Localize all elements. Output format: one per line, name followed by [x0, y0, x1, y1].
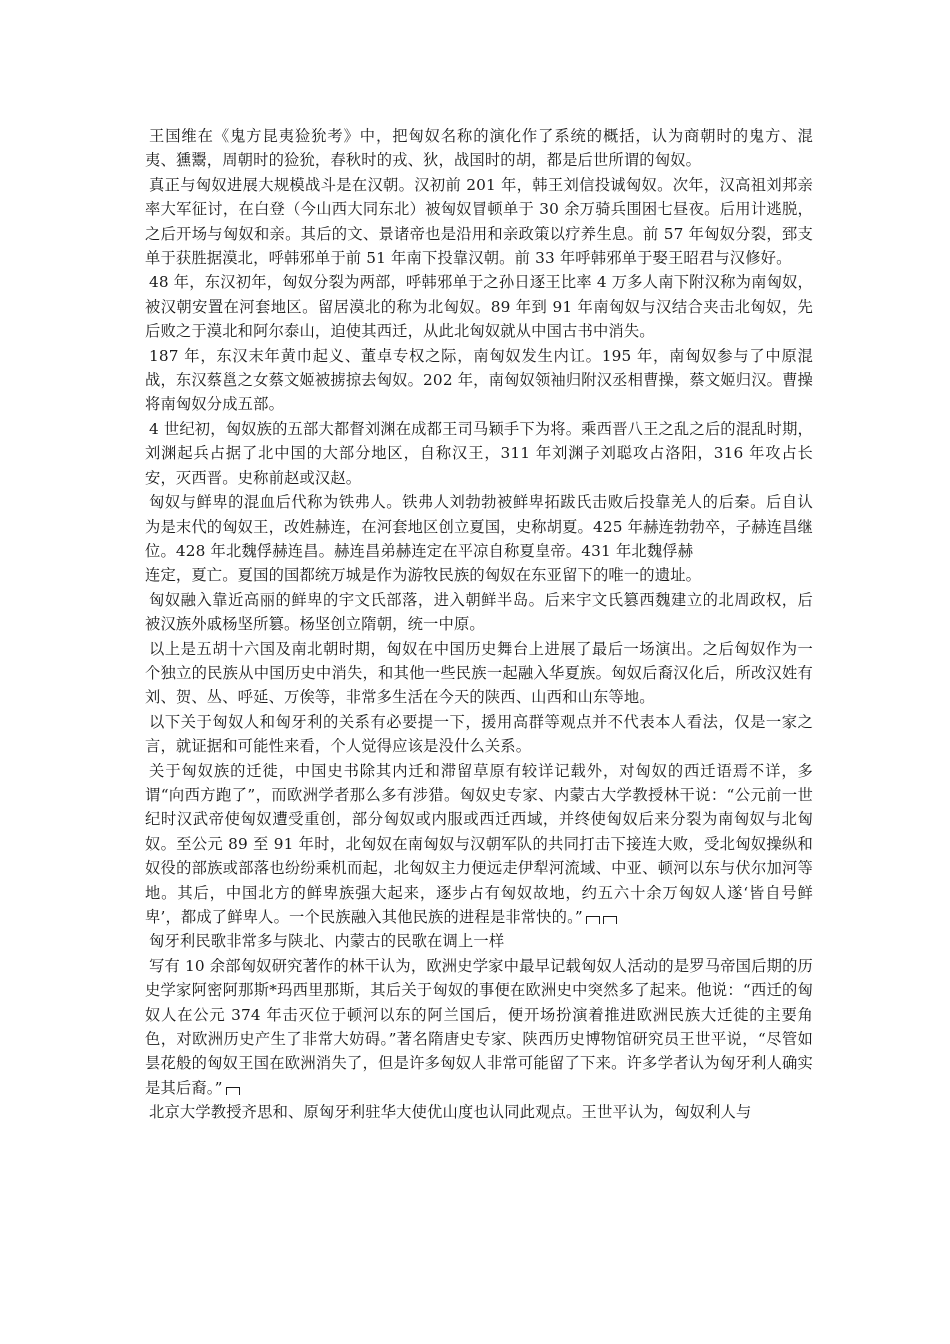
paragraph-text: 以下关于匈奴人和匈牙利的关系有必要提一下，援用高群等观点并不代表本人看法，仅是一家之言，就证据和可能性来看，个人觉得应该是没什么关系。	[145, 712, 813, 756]
document-body	[145, 124, 813, 1125]
paragraph-text: 48 年，东汉初年，匈奴分裂为两部，呼韩邪单于之孙日逐王比率 4 万多人南下附汉称为南匈奴，被汉朝安置在河套地区。留居漠北的称为北匈奴。89 年到 91 年南匈奴与汉结合夹击北匈奴，先后败之于漠北和阿尔泰山，迫使其西迁，从此北匈奴就从中国古书中消失。	[145, 273, 813, 341]
footnote-mark-icon	[603, 916, 617, 924]
paragraph-text: 4 世纪初，匈奴族的五部大都督刘渊在成都王司马颖手下为将。乘西晋八王之乱之后的混乱时期，刘渊起兵占据了北中国的大部分地区，自称汉王，311 年刘渊子刘聪攻占洛阳，316 年攻占长安，灭西晋。史称前赵或汉赵。	[145, 419, 813, 487]
paragraph-text: 写有 10 余部匈奴研究著作的林干认为，欧洲史学家中最早记载匈奴人活动的是罗马帝国后期的历史学家阿密阿那斯*玛西里那斯，其后关于匈奴的事便在欧洲史中突然多了起来。他说：“西迁的匈奴人在公元 374 年击灭位于顿河以东的阿兰国后，便开场扮演着推进欧洲民族大迁徙的主要角色，对欧洲历史产生了非常大妨碍。”著名隋唐史专家、陕西历史博物馆研究员王世平说，“尽管如昙花般的匈奴王国在欧洲消失了，但是许多匈奴人非常可能留了下来。许多学者认为匈牙利人确实是其后裔。”	[145, 956, 813, 1097]
paragraph	[145, 954, 813, 1100]
paragraph	[145, 637, 813, 710]
paragraph	[145, 173, 813, 271]
paragraph	[145, 1100, 813, 1124]
paragraph-text: 关于匈奴族的迁徙，中国史书除其内迁和滞留草原有较详记载外，对匈奴的西迁语焉不详，多谓“向西方跑了”，而欧洲学者那么多有涉猎。匈奴史专家、内蒙古大学教授林干说：“公元前一世纪时汉武帝使匈奴遭受重创，部分匈奴或内服或西迁西域，并终使匈奴后来分裂为南匈奴与北匈奴。至公元 89 至 91 年时，北匈奴在南匈奴与汉朝军队的共同打击下接连大败，受北匈奴操纵和奴役的部族或部落也纷纷乘机而起，北匈奴主力便远走伊犁河流域、中亚、顿河以东与伏尔加河等地。其后，中国北方的鲜卑族强大起来，逐步占有匈奴故地，约五六十余万匈奴人遂‘皆自号鲜卑’，都成了鲜卑人。一个民族融入其他民族的进程是非常快的。”	[145, 761, 813, 926]
paragraph-text: 187 年，东汉末年黄巾起义、董卓专权之际，南匈奴发生内讧。195 年，南匈奴参与了中原混战，东汉蔡邕之女蔡文姬被掳掠去匈奴。202 年，南匈奴领袖归附汉丞相曹操，蔡文姬归汉。曹操将南匈奴分成五部。	[145, 346, 813, 414]
footnote-mark-icon	[226, 1087, 240, 1095]
paragraph	[145, 759, 813, 930]
paragraph	[145, 563, 813, 587]
paragraph	[145, 124, 813, 173]
paragraph-text: 匈奴融入靠近高丽的鲜卑的宇文氏部落，进入朝鲜半岛。后来宇文氏篡西魏建立的北周政权，后被汉族外戚杨坚所篡。杨坚创立隋朝，统一中原。	[145, 590, 813, 634]
paragraph	[145, 417, 813, 490]
paragraph-text: 以上是五胡十六国及南北朝时期，匈奴在中国历史舞台上进展了最后一场演出。之后匈奴作为一个独立的民族从中国历史中消失，和其他一些民族一起融入华夏族。匈奴后裔汉化后，所改汉姓有刘、贺、丛、呼延、万俟等，非常多生活在今天的陕西、山西和山东等地。	[145, 639, 813, 707]
paragraph-text: 真正与匈奴进展大规模战斗是在汉朝。汉初前 201 年，韩王刘信投诚匈奴。次年，汉高祖刘邦亲率大军征讨，在白登（今山西大同东北）被匈奴冒顿单于 30 余万骑兵围困七昼夜。后用计逃脱，之后开场与匈奴和亲。其后的文、景诸帝也是沿用和亲政策以疗养生息。前 57 年匈奴分裂，郅支单于获胜据漠北，呼韩邪单于前 51 年南下投靠汉朝。前 33 年呼韩邪单于娶王昭君与汉修好。	[145, 175, 813, 268]
paragraph-text: 王国维在《鬼方昆夷猃狁考》中，把匈奴名称的演化作了系统的概括，认为商朝时的鬼方、混夷、獯鬻，周朝时的猃狁，春秋时的戎、狄，战国时的胡，都是后世所谓的匈奴。	[145, 127, 813, 170]
paragraph	[145, 588, 813, 637]
paragraph-text: 匈奴与鲜卑的混血后代称为铁弗人。铁弗人刘勃勃被鲜卑拓跋氏击败后投靠羌人的后秦。后自认为是末代的匈奴王，改姓赫连，在河套地区创立夏国，史称胡夏。425 年赫连勃勃卒，子赫连昌继位。428 年北魏俘赫连昌。赫连昌弟赫连定在平凉自称夏皇帝。431 年北魏俘赫	[145, 493, 813, 560]
paragraph	[145, 344, 813, 417]
paragraph-text: 连定，夏亡。夏国的国都统万城是作为游牧民族的匈奴在东亚留下的唯一的遗址。	[145, 566, 702, 585]
paragraph	[145, 929, 813, 953]
paragraph-text: 匈牙利民歌非常多与陕北、内蒙古的民歌在调上一样	[149, 932, 505, 951]
paragraph	[145, 710, 813, 759]
footnote-mark-icon	[586, 916, 600, 924]
paragraph	[145, 490, 813, 563]
paragraph	[145, 270, 813, 343]
paragraph-text: 北京大学教授齐思和、原匈牙利驻华大使优山度也认同此观点。王世平认为，匈奴利人与	[149, 1103, 752, 1122]
